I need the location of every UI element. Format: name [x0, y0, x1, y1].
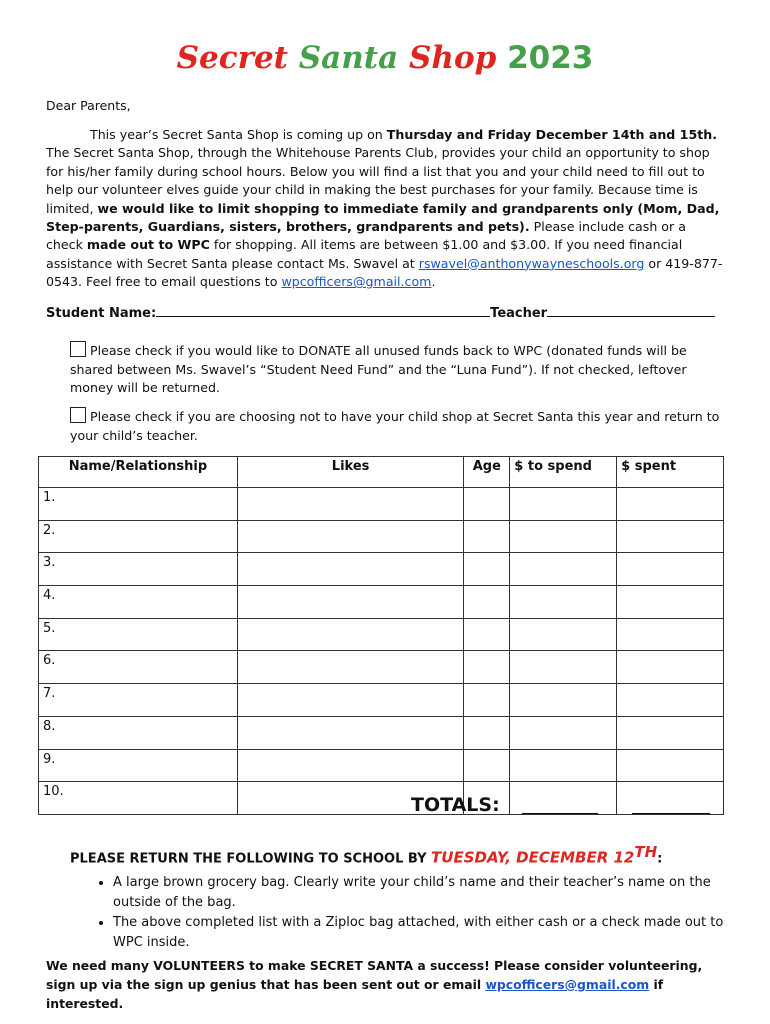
- cell-age[interactable]: [464, 716, 510, 749]
- cell-name[interactable]: 3.: [39, 553, 238, 586]
- cell-spent[interactable]: [617, 586, 724, 619]
- table-row: [39, 618, 724, 651]
- table-row: [39, 716, 724, 749]
- table-row: [39, 749, 724, 782]
- header-name: Name/Relationship: [39, 457, 238, 488]
- cell-spent[interactable]: [617, 520, 724, 553]
- cell-to-spend[interactable]: [510, 520, 617, 553]
- cell-spent[interactable]: [617, 716, 724, 749]
- total-spent-field[interactable]: [632, 813, 710, 814]
- cell-to-spend[interactable]: [510, 553, 617, 586]
- list-item: • The above completed list with a Ziploc bag attached, with either cash or a check made out to WPC inside.: [113, 913, 753, 953]
- cell-likes[interactable]: [237, 651, 463, 684]
- cell-spent[interactable]: [617, 488, 724, 521]
- donate-checkbox-row: Please check if you would like to DONATE all unused funds back to WPC (donated funds will be shared between Ms. Swavel’s “Student Need Fund” and the “Luna Fund”). If not checked, leftover money will be returned.: [70, 343, 687, 396]
- donate-checkbox[interactable]: [70, 341, 86, 357]
- cell-name[interactable]: 9.: [39, 749, 238, 782]
- cell-age[interactable]: [464, 520, 510, 553]
- cell-spent[interactable]: [617, 749, 724, 782]
- cell-to-spend[interactable]: [510, 749, 617, 782]
- cell-likes[interactable]: [237, 618, 463, 651]
- cell-to-spend[interactable]: [510, 651, 617, 684]
- optout-checkbox[interactable]: [70, 407, 86, 423]
- shop-dates: Thursday and Friday December 14th and 15th.: [386, 127, 717, 142]
- intro-paragraph: This year’s Secret Santa Shop is coming up on Thursday and Friday December 14th and 15th. The Secret Santa Shop, through the Whitehouse Parents Club, provides your child an opportunity to shop for his/her family during school hours. Below you will find a list that you and your child need to fill out to help our volunteer elves guide your child in making the best purchases for your family. Because time is limited, we would like to limit shopping to immediate family and grandparents only (Mom, Dad, Step-parents, Guardians, sisters, brothers, grandparents and pets). Please include cash or a check made out to WPC for shopping. All items are between $1.00 and $3.00. If you need financial assistance with Secret Santa please contact Ms. Swavel at rswavel@anthonywayneschools.org or 419-877-0543. Feel free to email questions to wpcofficers@gmail.com.: [46, 127, 723, 290]
- family-limit-note: we would like to limit shopping to immediate family and grandparents only (Mom, Dad, Step-parents, Guardians, sisters, brothers, grandparents and pets).: [46, 200, 720, 235]
- list-item: • A large brown grocery bag. Clearly write your child’s name and their teacher’s name on the outside of the bag.: [113, 873, 753, 913]
- cell-name[interactable]: 4.: [39, 586, 238, 619]
- table-row: [39, 684, 724, 717]
- gift-list-table: [38, 456, 724, 815]
- table-row: [39, 651, 724, 684]
- cell-name[interactable]: 2.: [39, 520, 238, 553]
- optout-checkbox-row: Please check if you are choosing not to have your child shop at Secret Santa this year and return to your child’s teacher.: [70, 409, 720, 443]
- table-row: [39, 553, 724, 586]
- cell-likes[interactable]: [237, 488, 463, 521]
- return-instructions: PLEASE RETURN THE FOLLOWING TO SCHOOL BY TUESDAY, DECEMBER 12TH:: [70, 843, 663, 867]
- volunteer-email-link[interactable]: wpcofficers@gmail.com: [485, 977, 650, 992]
- cell-name[interactable]: 8.: [39, 716, 238, 749]
- cell-age[interactable]: [464, 749, 510, 782]
- table-header-row: [39, 457, 724, 488]
- student-name-field[interactable]: [156, 304, 490, 317]
- title-shop: Shop: [409, 40, 497, 76]
- cell-to-spend[interactable]: [510, 716, 617, 749]
- cell-likes[interactable]: [237, 684, 463, 717]
- table-row: [39, 520, 724, 553]
- cell-to-spend[interactable]: [510, 684, 617, 717]
- header-likes: Likes: [237, 457, 463, 488]
- table-row: [39, 488, 724, 521]
- cell-name[interactable]: 7.: [39, 684, 238, 717]
- swavel-email-link[interactable]: rswavel@anthonywayneschools.org: [418, 255, 645, 271]
- cell-age[interactable]: [464, 651, 510, 684]
- cell-spent[interactable]: [617, 651, 724, 684]
- cell-name[interactable]: 1.: [39, 488, 238, 521]
- cell-to-spend[interactable]: [510, 782, 617, 815]
- cell-likes[interactable]: [237, 553, 463, 586]
- return-date: TUESDAY, DECEMBER 12: [431, 848, 635, 867]
- header-to-spend: $ to spend: [510, 457, 617, 488]
- title-santa: Santa: [298, 40, 399, 76]
- cell-to-spend[interactable]: [510, 586, 617, 619]
- student-teacher-line: [46, 304, 726, 321]
- cell-spent[interactable]: [617, 553, 724, 586]
- teacher-label: Teacher: [490, 306, 548, 321]
- totals-label: TOTALS:: [411, 794, 500, 816]
- student-name-label: Student Name:: [46, 306, 157, 321]
- cell-name[interactable]: 10.: [39, 782, 238, 815]
- cell-likes[interactable]: [237, 716, 463, 749]
- title-secret: Secret: [176, 40, 288, 76]
- header-age: Age: [464, 457, 510, 488]
- cell-spent[interactable]: [617, 618, 724, 651]
- cell-spent[interactable]: [617, 782, 724, 815]
- header-spent: $ spent: [617, 457, 724, 488]
- total-to-spend-field[interactable]: [522, 813, 598, 814]
- cell-age[interactable]: [464, 488, 510, 521]
- cell-age[interactable]: [464, 553, 510, 586]
- table-row: [39, 586, 724, 619]
- cell-to-spend[interactable]: [510, 488, 617, 521]
- cell-age[interactable]: [464, 618, 510, 651]
- cell-likes[interactable]: [237, 586, 463, 619]
- cell-name[interactable]: 6.: [39, 651, 238, 684]
- teacher-field[interactable]: [547, 304, 715, 317]
- donate-word: DONATE: [298, 343, 351, 358]
- volunteer-note: We need many VOLUNTEERS to make SECRET SANTA a success! Please consider volunteering, sign up via the sign up genius that has been sent out or email wpcofficers@gmail.com if interested.: [46, 958, 703, 1011]
- cell-age[interactable]: [464, 586, 510, 619]
- greeting: Dear Parents,: [46, 98, 131, 113]
- cell-name[interactable]: 5.: [39, 618, 238, 651]
- cell-age[interactable]: [464, 684, 510, 717]
- cell-to-spend[interactable]: [510, 618, 617, 651]
- title-year: 2023: [507, 40, 594, 76]
- table-row: [39, 782, 724, 815]
- cell-likes[interactable]: [237, 520, 463, 553]
- officers-email-link[interactable]: wpcofficers@gmail.com: [281, 274, 432, 290]
- cell-likes[interactable]: [237, 749, 463, 782]
- page-title: [0, 38, 770, 78]
- payee-note: made out to WPC: [86, 237, 210, 253]
- return-items-list: [88, 873, 753, 953]
- cell-spent[interactable]: [617, 684, 724, 717]
